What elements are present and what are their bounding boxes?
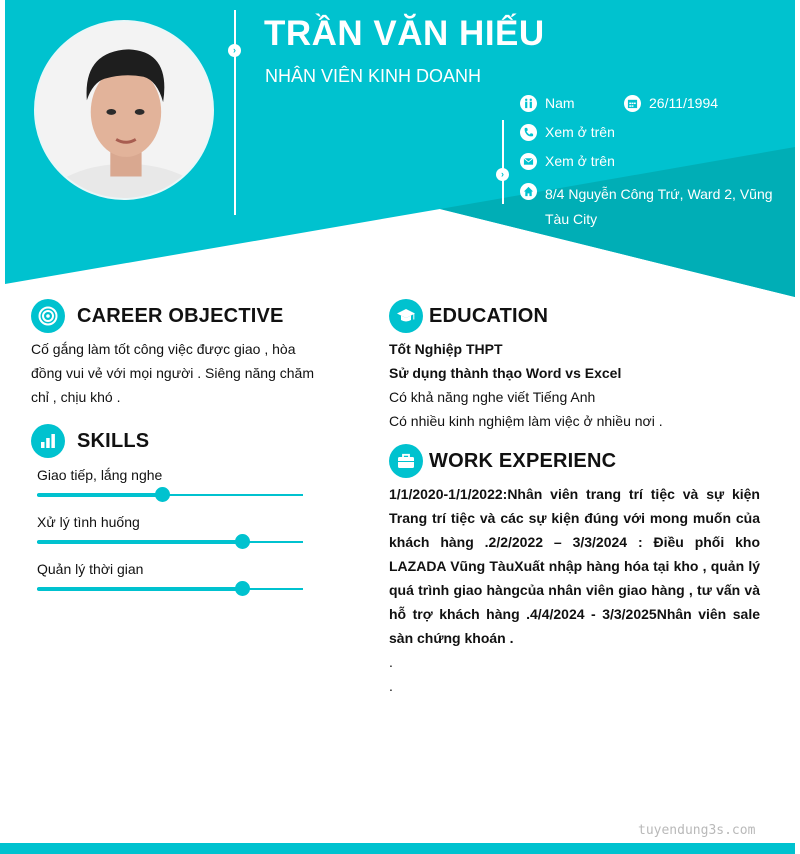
skill-bar: [37, 494, 303, 496]
work-experience-text: [389, 482, 760, 698]
contact-phone: [520, 124, 615, 141]
skill-bar-knob: [155, 487, 170, 502]
skill-bar-fill: [37, 587, 242, 591]
education-line: Sử dụng thành thạo Word vs Excel: [389, 365, 622, 381]
education-line: Tốt Nghiệp THPT: [389, 341, 503, 357]
career-objective-title: CAREER OBJECTIVE: [77, 304, 284, 327]
skill-bar-fill: [37, 493, 162, 497]
chevron-right-icon: ›: [496, 168, 509, 181]
gender-value: Nam: [545, 95, 575, 111]
skill-bar-knob: [235, 581, 250, 596]
skill-bar-knob: [235, 534, 250, 549]
avatar-photo: [36, 22, 212, 198]
education-heading: [389, 299, 548, 333]
graduation-cap-icon: [389, 299, 423, 333]
phone-value: Xem ở trên: [545, 124, 615, 140]
education-title: EDUCATION: [429, 304, 549, 327]
email-value: Xem ở trên: [545, 153, 615, 169]
contact-dob: [624, 95, 718, 112]
candidate-role: NHÂN VIÊN KINH DOANH: [265, 66, 482, 86]
briefcase-icon: [389, 444, 423, 478]
calendar-icon: [624, 95, 641, 112]
phone-icon: [520, 124, 537, 141]
contact-address: [520, 182, 780, 232]
dob-value: 26/11/1994: [649, 95, 719, 111]
contact-email: [520, 153, 615, 170]
skills-heading: [31, 424, 149, 458]
bar-chart-icon: [31, 424, 65, 458]
education-content: [389, 337, 769, 433]
candidate-name: TRẦN VĂN HIẾU: [264, 14, 545, 53]
home-icon: [520, 183, 537, 200]
watermark: tuyendung3s.com: [638, 823, 756, 838]
career-objective-heading: [31, 299, 284, 333]
work-experience-heading: [389, 444, 616, 478]
header-divider-line: [234, 10, 236, 215]
avatar: [34, 20, 214, 200]
right-page-edge: [795, 0, 800, 854]
education-line: Có khả năng nghe viết Tiếng Anh: [389, 389, 596, 405]
work-experience-body: 1/1/2020-1/1/2022:Nhân viên trang trí tiệc và sự kiện Trang trí tiệc và các sự kiện đúng với mong muốn của khách hàng .2/2/2022 – 3/3/2024 : Điều phối kho LAZADA Vũng TàuXuất nhập hàng hóa tại kho , quản lý quá trình giao hàngcủa nhân viên giao hàng , tư vấn và hỗ trợ khách hàng .4/4/2024 - 3/3/2025Nhân viên sale sàn chứng khoán .: [389, 486, 760, 646]
envelope-icon: [520, 153, 537, 170]
skill-bar-fill: [37, 540, 242, 544]
work-experience-title: WORK EXPERIENC: [429, 449, 617, 472]
address-value: 8/4 Nguyễn Công Trứ, Ward 2, Vũng Tàu City: [545, 186, 773, 227]
work-experience-dot: .: [389, 678, 393, 694]
contact-divider-line: [502, 120, 504, 204]
chevron-right-icon: ›: [228, 44, 241, 57]
target-icon: [31, 299, 65, 333]
skills-title: SKILLS: [77, 429, 150, 452]
contact-gender: [520, 95, 575, 112]
gender-icon: [520, 95, 537, 112]
bottom-accent-bar: [0, 843, 800, 854]
career-objective-text: Cố gắng làm tốt công việc được giao , hòa đồng vui vẻ với mọi người . Siêng năng chăm chỉ , chịu khó .: [31, 341, 314, 405]
skill-label: Quản lý thời gian: [37, 561, 144, 577]
skill-bar: [37, 588, 303, 590]
work-experience-dot: .: [389, 654, 393, 670]
skill-label: Xử lý tình huống: [37, 514, 140, 530]
skill-label: Giao tiếp, lắng nghe: [37, 467, 163, 483]
education-line: Có nhiều kinh nghiệm làm việc ở nhiều nơi .: [389, 413, 663, 429]
skill-bar: [37, 541, 303, 543]
